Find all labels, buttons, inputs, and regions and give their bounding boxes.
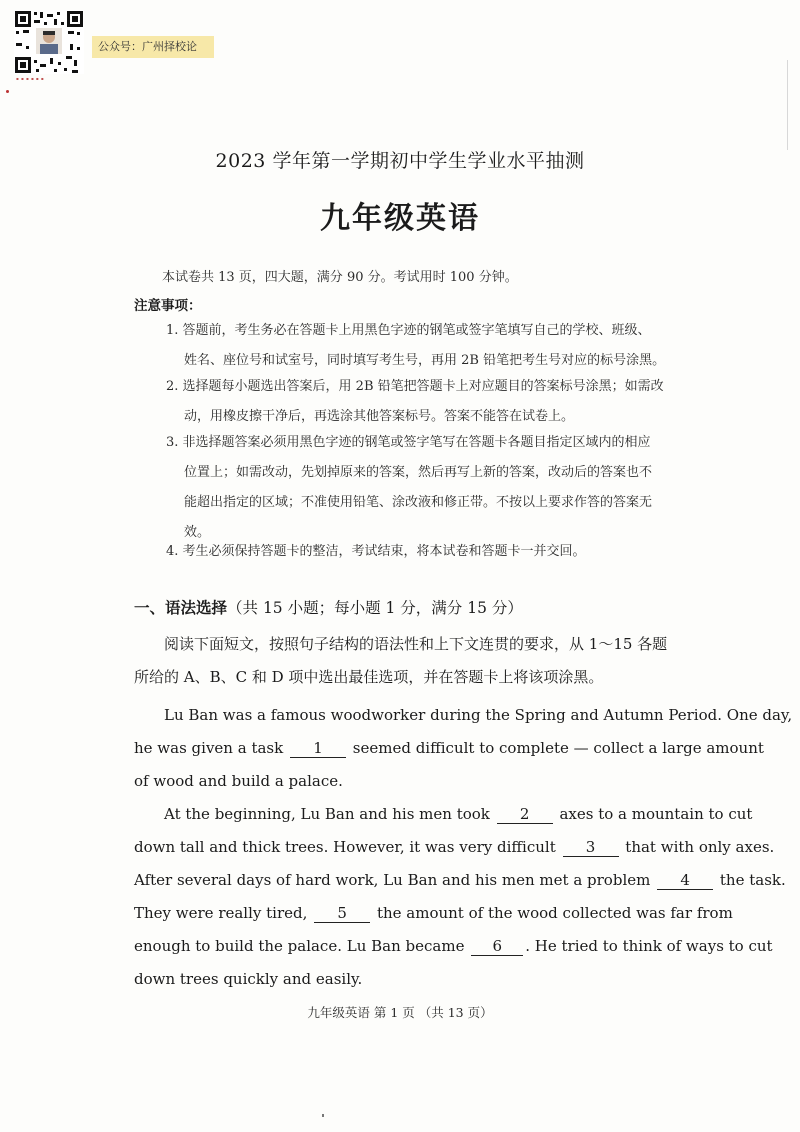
directions-line: 所给的 A、B、C 和 D 项中选出最佳选项，并在答题卡上将该项涂黑。 (134, 668, 604, 686)
passage-line: down trees quickly and easily. (134, 970, 363, 988)
passage-paragraph-2 (134, 798, 786, 996)
passage-line (134, 864, 786, 897)
notice-item-3 (166, 428, 652, 548)
passage-text: . He tried to think of ways to cut (525, 937, 773, 955)
scan-speck (322, 1114, 324, 1117)
passage-text: enough to build the palace. Lu Ban became (134, 937, 465, 955)
passage-text: that with only axes. (625, 838, 775, 856)
section-1-heading (134, 596, 523, 618)
notice-line: 3. 非选择题答案必须用黑色字迹的钢笔或签字笔写在答题卡各题目指定区域内的相应 (166, 435, 651, 450)
passage-line: Lu Ban was a famous woodworker during the Spring and Autumn Period. One day, (164, 706, 793, 724)
blank-3: 3 (563, 838, 619, 857)
scan-edge-line (787, 60, 788, 150)
exam-title: 2023 学年第一学期初中学生学业水平抽测 (215, 150, 585, 172)
notice-line: 效。 (184, 525, 211, 540)
qr-caption-marks: ▪ ▪ ▪ ▪ ▪ ▪ (16, 76, 45, 81)
notice-line: 1. 答题前，考生务必在答题卡上用黑色字迹的钢笔或签字笔填写自己的学校、班级、 (166, 323, 651, 338)
passage-line (134, 732, 764, 765)
notice-line: 动，用橡皮擦干净后，再选涂其他答案标号。答案不能答在试卷上。 (184, 409, 575, 424)
passage-line (134, 930, 773, 963)
passage-text: At the beginning, Lu Ban and his men took (164, 805, 490, 823)
passage-line: of wood and build a palace. (134, 772, 343, 790)
notice-item-2 (166, 372, 664, 432)
blank-6: 6 (471, 937, 523, 956)
passage-text: They were really tired, (134, 904, 308, 922)
blank-1: 1 (290, 739, 346, 758)
directions-line: 阅读下面短文，按照句子结构的语法性和上下文连贯的要求，从 1～15 各题 (164, 635, 668, 653)
notice-line: 4. 考生必须保持答题卡的整洁，考试结束，将本试卷和答题卡一并交回。 (166, 544, 586, 559)
blank-2: 2 (497, 805, 553, 824)
page-footer: 九年级英语 第 1 页 （共 13 页） (307, 1005, 493, 1020)
notice-line: 位置上；如需改动，先划掉原来的答案，然后再写上新的答案，改动后的答案也不 (184, 465, 653, 480)
passage-text: down tall and thick trees. However, it was very difficult (134, 838, 556, 856)
passage-line (134, 897, 733, 930)
passage-paragraph-1 (134, 699, 793, 798)
section-1-title: 一、语法选择 (134, 599, 228, 617)
notice-line: 姓名、座位号和试室号，同时填写考生号，再用 2B 铅笔把考生号对应的标号涂黑。 (184, 353, 666, 368)
passage-text: the task. (719, 871, 786, 889)
scan-dot (6, 90, 9, 93)
notice-heading: 注意事项： (134, 298, 202, 314)
passage-line (134, 798, 753, 831)
passage-text: seemed difficult to complete — collect a large amount (352, 739, 764, 757)
section-1-directions (134, 628, 704, 694)
blank-4: 4 (657, 871, 713, 890)
passage-text: axes to a mountain to cut (559, 805, 753, 823)
notice-item-4 (166, 537, 586, 567)
exam-instructions: 本试卷共 13 页，四大题，满分 90 分。考试用时 100 分钟。 (162, 270, 518, 285)
passage-line (134, 831, 775, 864)
notice-line: 2. 选择题每小题选出答案后，用 2B 铅笔把答题卡上对应题目的答案标号涂黑；如需改 (166, 379, 664, 394)
qr-code-image (14, 10, 84, 74)
blank-5: 5 (314, 904, 370, 923)
notice-line: 能超出指定的区域；不准使用铅笔、涂改液和修正带。不按以上要求作答的答案无 (184, 495, 653, 510)
passage-text: the amount of the wood collected was far from (376, 904, 733, 922)
subject-title: 九年级英语 (320, 201, 480, 236)
passage-text: After several days of hard work, Lu Ban and his men met a problem (134, 871, 651, 889)
section-1-scoring: （共 15 小题；每小题 1 分，满分 15 分） (227, 599, 523, 617)
brand-banner: 公众号：广州择校论 (92, 36, 214, 58)
passage-text: he was given a task (134, 739, 284, 757)
notice-item-1 (166, 316, 665, 376)
